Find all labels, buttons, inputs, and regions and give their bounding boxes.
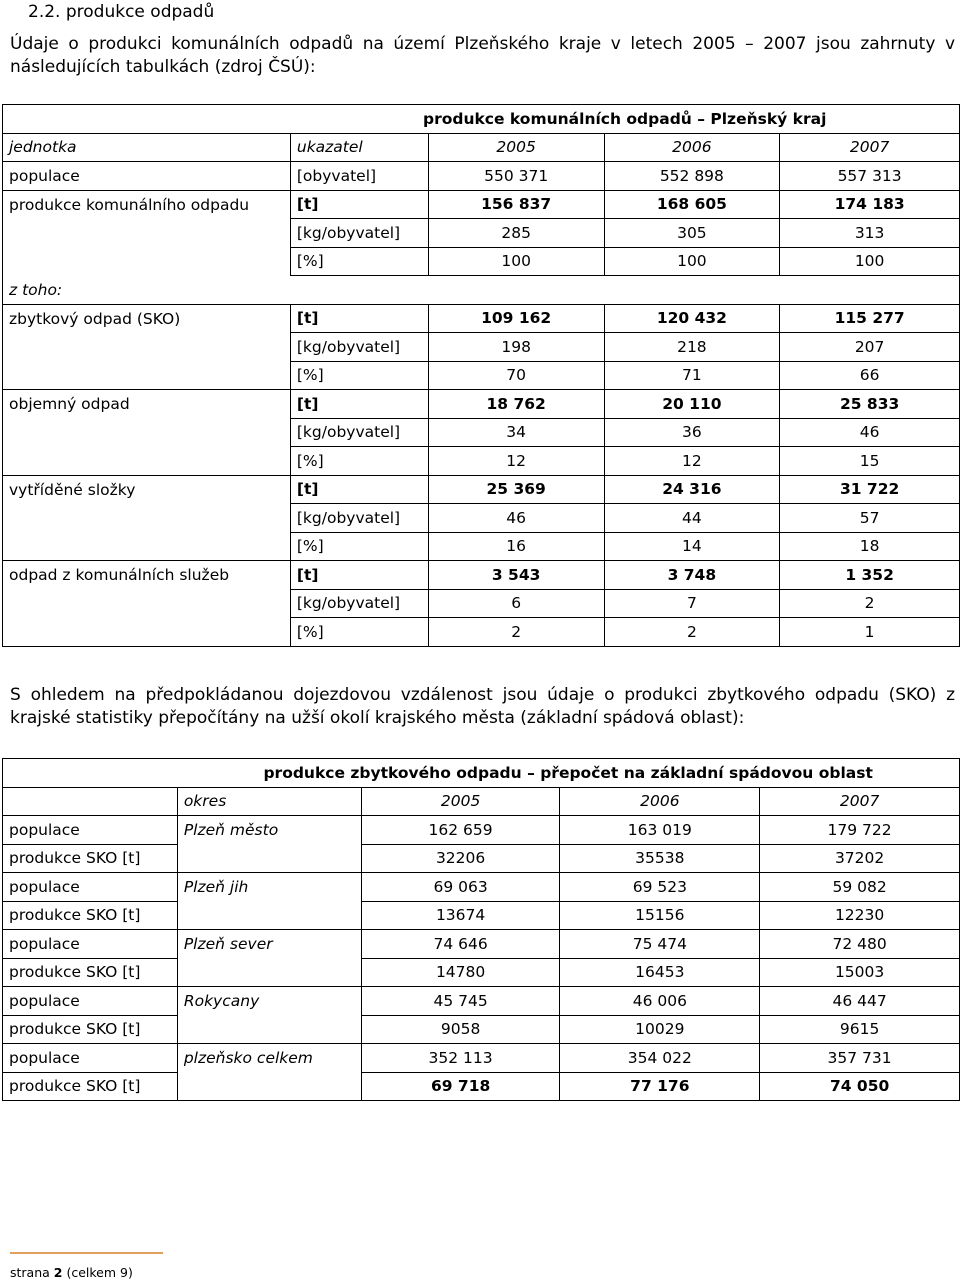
district-name: Plzeň město xyxy=(177,816,361,845)
cell-value: 74 050 xyxy=(760,1072,960,1101)
row-label: vytříděné složky xyxy=(3,475,291,504)
district-name: Rokycany xyxy=(177,987,361,1016)
cell-value: 552 898 xyxy=(604,162,780,191)
cell-value: 2 xyxy=(428,618,604,647)
cell-value: 20 110 xyxy=(604,390,780,419)
cell-value: 74 646 xyxy=(361,930,560,959)
cell-value: 313 xyxy=(780,219,960,248)
table-row xyxy=(3,333,960,362)
row-label: produkce komunálního odpadu xyxy=(3,190,291,219)
row-unit: [kg/obyvatel] xyxy=(290,589,428,618)
of-which-row xyxy=(3,276,960,305)
cell-value: 12 xyxy=(604,447,780,476)
row-unit: [obyvatel] xyxy=(290,162,428,191)
table1-title-row xyxy=(3,105,960,134)
row-label: objemný odpad xyxy=(3,390,291,419)
cell-value: 9058 xyxy=(361,1015,560,1044)
header-year: 2006 xyxy=(604,133,780,162)
row-unit: [%] xyxy=(290,247,428,276)
cell-value: 13674 xyxy=(361,901,560,930)
row-label: zbytkový odpad (SKO) xyxy=(3,304,291,333)
cell-value: 69 718 xyxy=(361,1072,560,1101)
table-row xyxy=(3,447,960,476)
cell-value: 15156 xyxy=(560,901,760,930)
cell-value: 46 xyxy=(780,418,960,447)
residual-waste-table xyxy=(2,758,960,1101)
cell-value: 69 063 xyxy=(361,873,560,902)
cell-value: 354 022 xyxy=(560,1044,760,1073)
cell-value: 46 447 xyxy=(760,987,960,1016)
cell-value: 46 xyxy=(428,504,604,533)
cell-value: 352 113 xyxy=(361,1044,560,1073)
row-label: populace xyxy=(3,873,178,902)
row-unit: [kg/obyvatel] xyxy=(290,333,428,362)
cell-value: 6 xyxy=(428,589,604,618)
cell-value: 18 762 xyxy=(428,390,604,419)
cell-value: 16 xyxy=(428,532,604,561)
municipal-waste-table xyxy=(2,104,960,647)
row-unit: [kg/obyvatel] xyxy=(290,418,428,447)
cell-value: 25 833 xyxy=(780,390,960,419)
row-unit: [%] xyxy=(290,361,428,390)
cell-value: 15003 xyxy=(760,958,960,987)
table-row xyxy=(3,1015,960,1044)
cell-value: 550 371 xyxy=(428,162,604,191)
page-number: 2 xyxy=(53,1265,63,1280)
table-row xyxy=(3,930,960,959)
table-row xyxy=(3,219,960,248)
table2-title-row xyxy=(3,759,960,788)
row-unit: [%] xyxy=(290,447,428,476)
table-row xyxy=(3,361,960,390)
cell-value: 305 xyxy=(604,219,780,248)
cell-value: 2 xyxy=(780,589,960,618)
row-unit: [%] xyxy=(290,618,428,647)
cell-value: 179 722 xyxy=(760,816,960,845)
cell-value: 1 352 xyxy=(780,561,960,590)
cell-value: 59 082 xyxy=(760,873,960,902)
cell-value: 198 xyxy=(428,333,604,362)
cell-value: 24 316 xyxy=(604,475,780,504)
cell-value: 31 722 xyxy=(780,475,960,504)
table-row xyxy=(3,390,960,419)
table-row xyxy=(3,844,960,873)
cell-value: 115 277 xyxy=(780,304,960,333)
cell-value: 207 xyxy=(780,333,960,362)
cell-value: 168 605 xyxy=(604,190,780,219)
cell-value: 14 xyxy=(604,532,780,561)
header-district: okres xyxy=(177,787,361,816)
row-unit: [t] xyxy=(290,561,428,590)
cell-value: 156 837 xyxy=(428,190,604,219)
district-name: Plzeň jih xyxy=(177,873,361,902)
row-label: produkce SKO [t] xyxy=(3,958,178,987)
table-row xyxy=(3,162,960,191)
row-label: produkce SKO [t] xyxy=(3,901,178,930)
section-number: 2.2. xyxy=(28,2,61,22)
cell-value: 71 xyxy=(604,361,780,390)
row-unit: [t] xyxy=(290,390,428,419)
table-row xyxy=(3,1072,960,1101)
cell-value: 162 659 xyxy=(361,816,560,845)
footer-rule xyxy=(10,1252,163,1254)
table-row xyxy=(3,504,960,533)
cell-value: 100 xyxy=(604,247,780,276)
cell-value: 18 xyxy=(780,532,960,561)
row-unit: [kg/obyvatel] xyxy=(290,504,428,533)
table1-title: produkce komunálních odpadů – Plzeňský kraj xyxy=(290,105,959,134)
header-year: 2005 xyxy=(428,133,604,162)
cell-value: 44 xyxy=(604,504,780,533)
table-row xyxy=(3,987,960,1016)
table-row xyxy=(3,589,960,618)
table-row xyxy=(3,304,960,333)
cell-value: 16453 xyxy=(560,958,760,987)
cell-value: 163 019 xyxy=(560,816,760,845)
cell-value: 36 xyxy=(604,418,780,447)
footer-suffix: (celkem 9) xyxy=(62,1265,133,1280)
table-row xyxy=(3,618,960,647)
intro-paragraph: Údaje o produkci komunálních odpadů na území Plzeňského kraje v letech 2005 – 2007 jsou zahrnuty v následujících tabulkách (zdroj ČSÚ): xyxy=(10,34,955,77)
district-name: plzeňsko celkem xyxy=(177,1044,361,1073)
cell-value: 32206 xyxy=(361,844,560,873)
row-label: produkce SKO [t] xyxy=(3,844,178,873)
cell-value: 69 523 xyxy=(560,873,760,902)
cell-value: 285 xyxy=(428,219,604,248)
table1-header-row xyxy=(3,133,960,162)
table-row xyxy=(3,247,960,276)
cell-value: 1 xyxy=(780,618,960,647)
table-row xyxy=(3,418,960,447)
header-year: 2007 xyxy=(780,133,960,162)
cell-value: 37202 xyxy=(760,844,960,873)
cell-value: 7 xyxy=(604,589,780,618)
header-year: 2007 xyxy=(760,787,960,816)
cell-value: 120 432 xyxy=(604,304,780,333)
table-row xyxy=(3,873,960,902)
table-row xyxy=(3,475,960,504)
cell-value: 10029 xyxy=(560,1015,760,1044)
cell-value: 34 xyxy=(428,418,604,447)
row-label: odpad z komunálních služeb xyxy=(3,561,291,590)
header-indicator: ukazatel xyxy=(290,133,428,162)
table-row xyxy=(3,816,960,845)
cell-value: 357 731 xyxy=(760,1044,960,1073)
recalc-paragraph: S ohledem na předpokládanou dojezdovou vzdálenost jsou údaje o produkci zbytkového odpadu (SKO) z krajské statistiky přepočítány na užší okolí krajského města (základní spádová oblast): xyxy=(10,685,955,728)
cell-value: 72 480 xyxy=(760,930,960,959)
row-label: populace xyxy=(3,1044,178,1073)
cell-value: 9615 xyxy=(760,1015,960,1044)
cell-value: 45 745 xyxy=(361,987,560,1016)
cell-value: 174 183 xyxy=(780,190,960,219)
table-row xyxy=(3,901,960,930)
cell-value: 57 xyxy=(780,504,960,533)
cell-value: 12230 xyxy=(760,901,960,930)
cell-value: 12 xyxy=(428,447,604,476)
cell-value: 70 xyxy=(428,361,604,390)
row-unit: [t] xyxy=(290,475,428,504)
footer-prefix: strana xyxy=(10,1265,54,1280)
cell-value: 14780 xyxy=(361,958,560,987)
table2-header-row xyxy=(3,787,960,816)
table-row xyxy=(3,561,960,590)
of-which-label: z toho: xyxy=(3,276,291,305)
cell-value: 35538 xyxy=(560,844,760,873)
cell-value: 100 xyxy=(428,247,604,276)
cell-value: 25 369 xyxy=(428,475,604,504)
table2-title: produkce zbytkového odpadu – přepočet na základní spádovou oblast xyxy=(177,759,959,788)
row-label: populace xyxy=(3,930,178,959)
table-row xyxy=(3,1044,960,1073)
page-footer xyxy=(10,1265,133,1280)
section-title: produkce odpadů xyxy=(65,2,215,22)
table-row xyxy=(3,532,960,561)
row-label: populace xyxy=(3,816,178,845)
header-unit: jednotka xyxy=(3,133,291,162)
cell-value: 3 748 xyxy=(604,561,780,590)
row-label: produkce SKO [t] xyxy=(3,1072,178,1101)
table-row xyxy=(3,190,960,219)
row-unit: [kg/obyvatel] xyxy=(290,219,428,248)
row-label: populace xyxy=(3,987,178,1016)
row-unit: [t] xyxy=(290,304,428,333)
header-year: 2005 xyxy=(361,787,560,816)
row-unit: [t] xyxy=(290,190,428,219)
row-label: populace xyxy=(3,162,291,191)
cell-value: 46 006 xyxy=(560,987,760,1016)
cell-value: 100 xyxy=(780,247,960,276)
cell-value: 3 543 xyxy=(428,561,604,590)
cell-value: 75 474 xyxy=(560,930,760,959)
row-unit: [%] xyxy=(290,532,428,561)
section-heading xyxy=(28,2,214,22)
cell-value: 218 xyxy=(604,333,780,362)
table-row xyxy=(3,958,960,987)
cell-value: 15 xyxy=(780,447,960,476)
cell-value: 66 xyxy=(780,361,960,390)
cell-value: 2 xyxy=(604,618,780,647)
row-label: produkce SKO [t] xyxy=(3,1015,178,1044)
header-year: 2006 xyxy=(560,787,760,816)
cell-value: 77 176 xyxy=(560,1072,760,1101)
cell-value: 109 162 xyxy=(428,304,604,333)
cell-value: 557 313 xyxy=(780,162,960,191)
district-name: Plzeň sever xyxy=(177,930,361,959)
